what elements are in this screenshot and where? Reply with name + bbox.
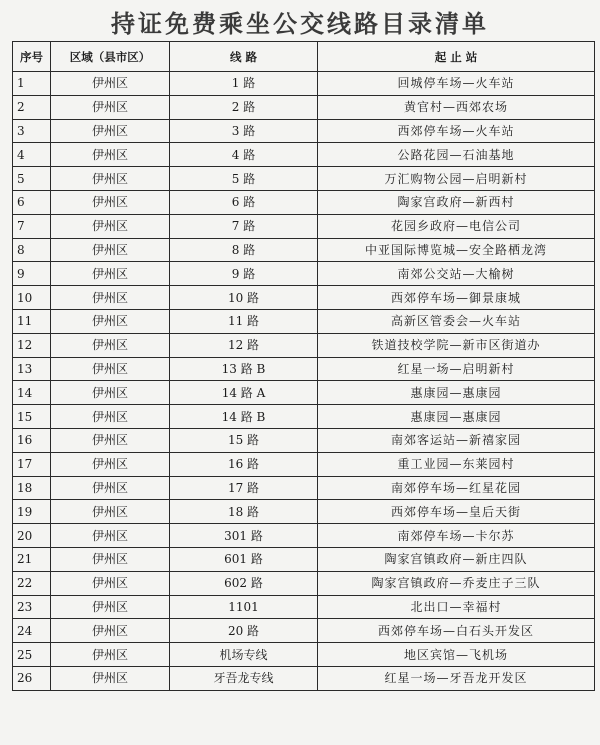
stops-cell: 西郊停车场—白石头开发区: [318, 619, 595, 643]
area-cell: 伊州区: [51, 666, 170, 690]
route-cell: 1101: [170, 595, 318, 619]
route-cell: 10 路: [170, 286, 318, 310]
area-cell: 伊州区: [51, 72, 170, 96]
seq-cell: 19: [13, 500, 51, 524]
table-row: [13, 190, 595, 214]
seq-cell: 15: [13, 405, 51, 429]
route-cell: 12 路: [170, 333, 318, 357]
table-row: [13, 643, 595, 667]
seq-cell: 26: [13, 666, 51, 690]
route-cell: 301 路: [170, 524, 318, 548]
area-cell: 伊州区: [51, 119, 170, 143]
header-area: 区域（县市区）: [51, 42, 170, 72]
seq-cell: 25: [13, 643, 51, 667]
area-cell: 伊州区: [51, 476, 170, 500]
table-row: [13, 286, 595, 310]
area-cell: 伊州区: [51, 405, 170, 429]
table-row: [13, 309, 595, 333]
area-cell: 伊州区: [51, 428, 170, 452]
table-row: [13, 333, 595, 357]
route-cell: 1 路: [170, 72, 318, 96]
stops-cell: 南郊停车场—红星花园: [318, 476, 595, 500]
seq-cell: 21: [13, 547, 51, 571]
route-cell: 17 路: [170, 476, 318, 500]
area-cell: 伊州区: [51, 524, 170, 548]
table-row: [13, 428, 595, 452]
seq-cell: 14: [13, 381, 51, 405]
stops-cell: 西郊停车场—皇后天街: [318, 500, 595, 524]
seq-cell: 11: [13, 309, 51, 333]
seq-cell: 3: [13, 119, 51, 143]
header-route: 线 路: [170, 42, 318, 72]
route-cell: 20 路: [170, 619, 318, 643]
stops-cell: 惠康园—惠康园: [318, 405, 595, 429]
seq-cell: 7: [13, 214, 51, 238]
seq-cell: 16: [13, 428, 51, 452]
area-cell: 伊州区: [51, 452, 170, 476]
seq-cell: 13: [13, 357, 51, 381]
table-row: [13, 119, 595, 143]
stops-cell: 西郊停车场—火车站: [318, 119, 595, 143]
stops-cell: 高新区管委会—火车站: [318, 309, 595, 333]
table-row: [13, 381, 595, 405]
route-cell: 6 路: [170, 190, 318, 214]
area-cell: 伊州区: [51, 595, 170, 619]
table-row: [13, 262, 595, 286]
area-cell: 伊州区: [51, 381, 170, 405]
table-row: [13, 238, 595, 262]
area-cell: 伊州区: [51, 571, 170, 595]
area-cell: 伊州区: [51, 286, 170, 310]
area-cell: 伊州区: [51, 309, 170, 333]
table-row: [13, 619, 595, 643]
seq-cell: 8: [13, 238, 51, 262]
stops-cell: 花园乡政府—电信公司: [318, 214, 595, 238]
area-cell: 伊州区: [51, 214, 170, 238]
route-cell: 机场专线: [170, 643, 318, 667]
table-row: [13, 476, 595, 500]
area-cell: 伊州区: [51, 500, 170, 524]
stops-cell: 陶家宫政府—新西村: [318, 190, 595, 214]
table-row: [13, 571, 595, 595]
table-row: [13, 547, 595, 571]
area-cell: 伊州区: [51, 190, 170, 214]
route-cell: 18 路: [170, 500, 318, 524]
seq-cell: 20: [13, 524, 51, 548]
seq-cell: 10: [13, 286, 51, 310]
stops-cell: 回城停车场—火车站: [318, 72, 595, 96]
seq-cell: 12: [13, 333, 51, 357]
area-cell: 伊州区: [51, 143, 170, 167]
area-cell: 伊州区: [51, 167, 170, 191]
route-cell: 601 路: [170, 547, 318, 571]
table-row: [13, 524, 595, 548]
seq-cell: 4: [13, 143, 51, 167]
stops-cell: 北出口—幸福村: [318, 595, 595, 619]
route-cell: 15 路: [170, 428, 318, 452]
area-cell: 伊州区: [51, 95, 170, 119]
seq-cell: 18: [13, 476, 51, 500]
table-row: [13, 72, 595, 96]
header-stops: 起 止 站: [318, 42, 595, 72]
stops-cell: 红星一场—启明新村: [318, 357, 595, 381]
route-cell: 7 路: [170, 214, 318, 238]
seq-cell: 1: [13, 72, 51, 96]
seq-cell: 9: [13, 262, 51, 286]
route-cell: 8 路: [170, 238, 318, 262]
table-row: [13, 143, 595, 167]
area-cell: 伊州区: [51, 262, 170, 286]
stops-cell: 地区宾馆—飞机场: [318, 643, 595, 667]
table-row: [13, 666, 595, 690]
route-cell: 牙吾龙专线: [170, 666, 318, 690]
stops-cell: 惠康园—惠康园: [318, 381, 595, 405]
seq-cell: 2: [13, 95, 51, 119]
stops-cell: 南郊客运站—新禧家园: [318, 428, 595, 452]
table-row: [13, 214, 595, 238]
route-cell: 9 路: [170, 262, 318, 286]
route-cell: 5 路: [170, 167, 318, 191]
route-cell: 13 路 B: [170, 357, 318, 381]
seq-cell: 6: [13, 190, 51, 214]
stops-cell: 公路花园—石油基地: [318, 143, 595, 167]
stops-cell: 陶家宫镇政府—新庄四队: [318, 547, 595, 571]
route-cell: 14 路 B: [170, 405, 318, 429]
area-cell: 伊州区: [51, 357, 170, 381]
area-cell: 伊州区: [51, 619, 170, 643]
table-row: [13, 95, 595, 119]
area-cell: 伊州区: [51, 643, 170, 667]
seq-cell: 5: [13, 167, 51, 191]
route-cell: 14 路 A: [170, 381, 318, 405]
table-row: [13, 452, 595, 476]
stops-cell: 重工业园—东莱园村: [318, 452, 595, 476]
page-title: 持证免费乘坐公交线路目录清单: [111, 9, 489, 38]
route-cell: 2 路: [170, 95, 318, 119]
route-cell: 16 路: [170, 452, 318, 476]
bus-route-table: [12, 41, 595, 691]
table-row: [13, 500, 595, 524]
table-row: [13, 595, 595, 619]
stops-cell: 万汇购物公园—启明新村: [318, 167, 595, 191]
seq-cell: 22: [13, 571, 51, 595]
stops-cell: 黄官村—西郊农场: [318, 95, 595, 119]
stops-cell: 铁道技校学院—新市区街道办: [318, 333, 595, 357]
stops-cell: 南郊停车场—卡尔苏: [318, 524, 595, 548]
seq-cell: 23: [13, 595, 51, 619]
seq-cell: 17: [13, 452, 51, 476]
route-cell: 3 路: [170, 119, 318, 143]
stops-cell: 南郊公交站—大榆树: [318, 262, 595, 286]
route-cell: 11 路: [170, 309, 318, 333]
table-row: [13, 357, 595, 381]
stops-cell: 红星一场—牙吾龙开发区: [318, 666, 595, 690]
area-cell: 伊州区: [51, 547, 170, 571]
area-cell: 伊州区: [51, 238, 170, 262]
route-cell: 4 路: [170, 143, 318, 167]
header-seq: 序号: [13, 42, 51, 72]
route-cell: 602 路: [170, 571, 318, 595]
area-cell: 伊州区: [51, 333, 170, 357]
table-row: [13, 167, 595, 191]
stops-cell: 中亚国际博览城—安全路栖龙湾: [318, 238, 595, 262]
stops-cell: 西郊停车场—御景康城: [318, 286, 595, 310]
stops-cell: 陶家宫镇政府—乔麦庄子三队: [318, 571, 595, 595]
seq-cell: 24: [13, 619, 51, 643]
table-row: [13, 405, 595, 429]
table-header-row: [13, 42, 595, 72]
